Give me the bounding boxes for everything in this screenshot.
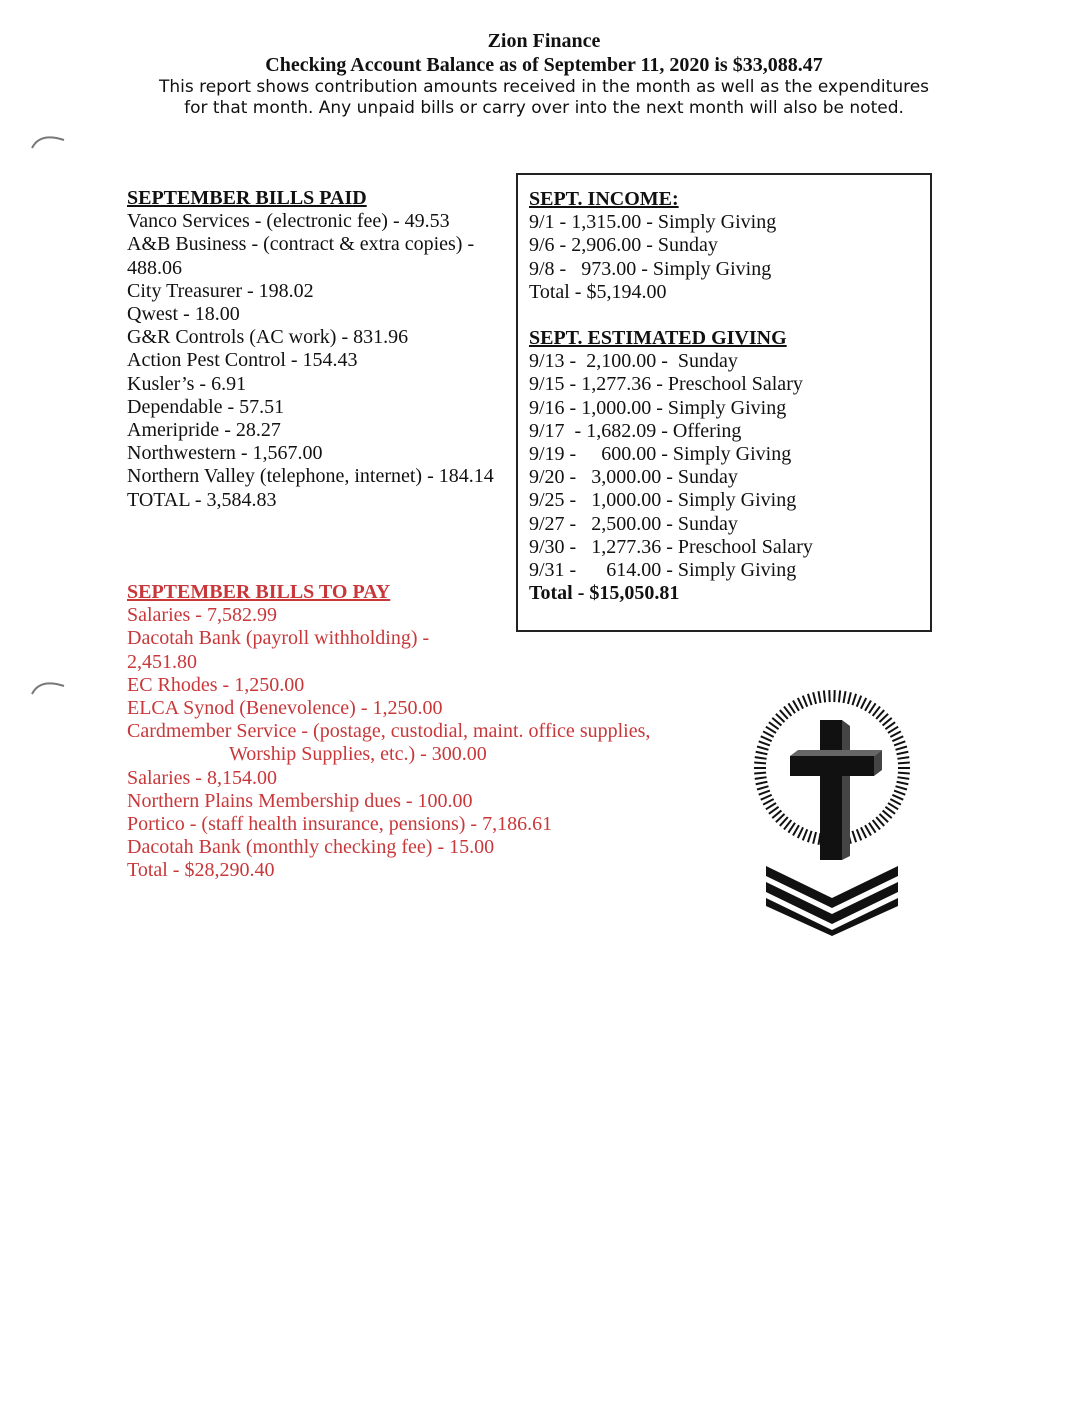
logo-ray (852, 831, 856, 842)
logo-ray (793, 825, 799, 835)
logo-ray (759, 791, 770, 795)
list-item: Dacotah Bank (monthly checking fee) - 15.00 (127, 836, 495, 859)
logo-ray (892, 736, 903, 741)
income-box (516, 173, 932, 632)
bills-to-pay-section (127, 581, 747, 883)
logo-ray (843, 691, 845, 703)
logo-ray (757, 747, 769, 750)
logo-ray (895, 747, 907, 750)
logo-ray (798, 827, 803, 838)
logo-ray (754, 773, 766, 774)
page-header (0, 29, 1088, 119)
cross-sunburst-logo-icon (752, 686, 912, 936)
logo-ray (869, 823, 876, 833)
logo-ray (839, 690, 840, 702)
logo-ray (757, 786, 769, 789)
list-item: 9/16 - 1,000.00 - Simply Giving (529, 396, 787, 419)
logo-ray (756, 752, 768, 754)
logo-ray (793, 700, 799, 710)
logo-ray (861, 698, 866, 709)
logo-ray (813, 692, 816, 704)
balance-line: Checking Account Balance as of September 11, 2020 is $33,088.47 (265, 54, 823, 76)
list-item: Cardmember Service - (postage, custodial, maint. office supplies, (127, 720, 651, 743)
logo-ray (756, 782, 768, 784)
list-item: Action Pest Control - 154.43 (127, 349, 358, 372)
logo-ray (788, 823, 795, 833)
list-item: Northern Valley (telephone, internet) - 184.14 (127, 465, 494, 488)
logo-ray (754, 763, 766, 764)
list-item: Portico - (staff health insurance, pensions) - 7,186.61 (127, 813, 553, 836)
list-item: A&B Business - (contract & extra copies) - 488.06 (127, 233, 475, 279)
hole-punch-mark (30, 130, 66, 150)
logo-ray (857, 696, 861, 707)
list-item: 9/17 - 1,682.09 - Offering (529, 419, 742, 442)
bills-paid-total: TOTAL - 3,584.83 (127, 488, 277, 511)
list-item: Salaries - 7,582.99 (127, 604, 277, 627)
list-item: ELCA Synod (Benevolence) - 1,250.00 (127, 697, 443, 720)
logo-ray (897, 782, 909, 784)
logo-ray (852, 694, 856, 705)
list-item: Vanco Services - (electronic fee) - 49.53 (127, 210, 450, 233)
logo-ray (755, 757, 767, 759)
bills-paid-section (127, 187, 502, 512)
list-item: Salaries - 8,154.00 (127, 766, 277, 789)
logo-ray (890, 731, 901, 737)
logo-ray (803, 696, 807, 707)
logo-ray (766, 727, 776, 733)
logo-ray (818, 691, 820, 703)
logo-ray (788, 703, 795, 713)
list-item: Kusler’s - 6.91 (127, 372, 247, 395)
logo-ray (888, 727, 898, 733)
list-item: EC Rhodes - 1,250.00 (127, 673, 305, 696)
income-total: Total - $5,194.00 (529, 280, 667, 303)
logo-ray (761, 795, 772, 800)
logo-ray (894, 741, 905, 745)
logo-ray (808, 831, 812, 842)
logo-ray (895, 786, 907, 789)
estimated-giving-total: Total - $15,050.81 (529, 582, 680, 605)
list-item: 9/19 - 600.00 - Simply Giving (529, 443, 792, 466)
logo-ray (766, 803, 776, 809)
logo-ray (803, 829, 807, 840)
logo-ray (897, 777, 909, 779)
logo-ray (898, 763, 910, 764)
list-item: 9/15 - 1,277.36 - Preschool Salary (529, 373, 803, 396)
list-item: 9/1 - 1,315.00 - Simply Giving (529, 211, 777, 234)
logo-ray (888, 803, 898, 809)
bills-to-pay-total: Total - $28,290.40 (127, 859, 275, 882)
logo-ray (865, 700, 871, 710)
logo-ray (894, 791, 905, 795)
list-item: 9/13 - 2,100.00 - Sunday (529, 350, 738, 373)
list-item: Ameripride - 28.27 (127, 419, 281, 442)
list-item: 9/30 - 1,277.36 - Preschool Salary (529, 535, 813, 558)
list-item: 9/6 - 2,906.00 - Sunday (529, 234, 718, 257)
logo-ray (798, 698, 803, 709)
list-item: City Treasurer - 198.02 (127, 279, 314, 302)
logo-ray (824, 690, 825, 702)
logo-ray (861, 827, 866, 838)
intro-line-1: This report shows contribution amounts received in the month as well as the expenditures (158, 77, 930, 97)
estimated-giving-heading: SEPT. ESTIMATED GIVING (529, 327, 787, 350)
list-item: 9/27 - 2,500.00 - Sunday (529, 512, 738, 535)
income-heading: SEPT. INCOME: (529, 188, 679, 210)
logo-ray (857, 829, 861, 840)
list-item: 9/25 - 1,000.00 - Simply Giving (529, 489, 797, 512)
logo-ray (898, 773, 910, 774)
logo-ray (761, 736, 772, 741)
logo-ray (759, 741, 770, 745)
logo-ray (869, 703, 876, 713)
list-item: Dacotah Bank (payroll withholding) - 2,451.80 (127, 627, 430, 673)
list-item: 9/20 - 3,000.00 - Sunday (529, 466, 738, 489)
logo-ray (808, 694, 812, 705)
bills-paid-heading: SEPTEMBER BILLS PAID (127, 187, 367, 209)
hole-punch-mark (30, 676, 66, 696)
intro-line-2: for that month. Any unpaid bills or carry over into the next month will also be noted. (184, 98, 904, 118)
list-item: Dependable - 57.51 (127, 395, 285, 418)
list-item: G&R Controls (AC work) - 831.96 (127, 326, 409, 349)
logo-ray (865, 825, 871, 835)
logo-ray (897, 757, 909, 759)
list-item: Worship Supplies, etc.) - 300.00 (229, 743, 487, 766)
logo-ray (890, 799, 901, 805)
logo-ray (755, 777, 767, 779)
list-item: Northern Plains Membership dues - 100.00 (127, 789, 473, 812)
logo-ray (892, 795, 903, 800)
logo-ray (897, 752, 909, 754)
list-item: 9/31 - 614.00 - Simply Giving (529, 559, 797, 582)
list-item: 9/8 - 973.00 - Simply Giving (529, 257, 772, 280)
logo-ray (848, 692, 851, 704)
list-item: Northwestern - 1,567.00 (127, 442, 323, 465)
logo-ray (763, 799, 774, 805)
page-title: Zion Finance (487, 30, 601, 52)
logo-ray (813, 832, 816, 844)
bills-to-pay-heading: SEPTEMBER BILLS TO PAY (127, 581, 391, 603)
list-item: Qwest - 18.00 (127, 303, 240, 326)
spacer (529, 304, 930, 327)
logo-ray (763, 731, 774, 737)
